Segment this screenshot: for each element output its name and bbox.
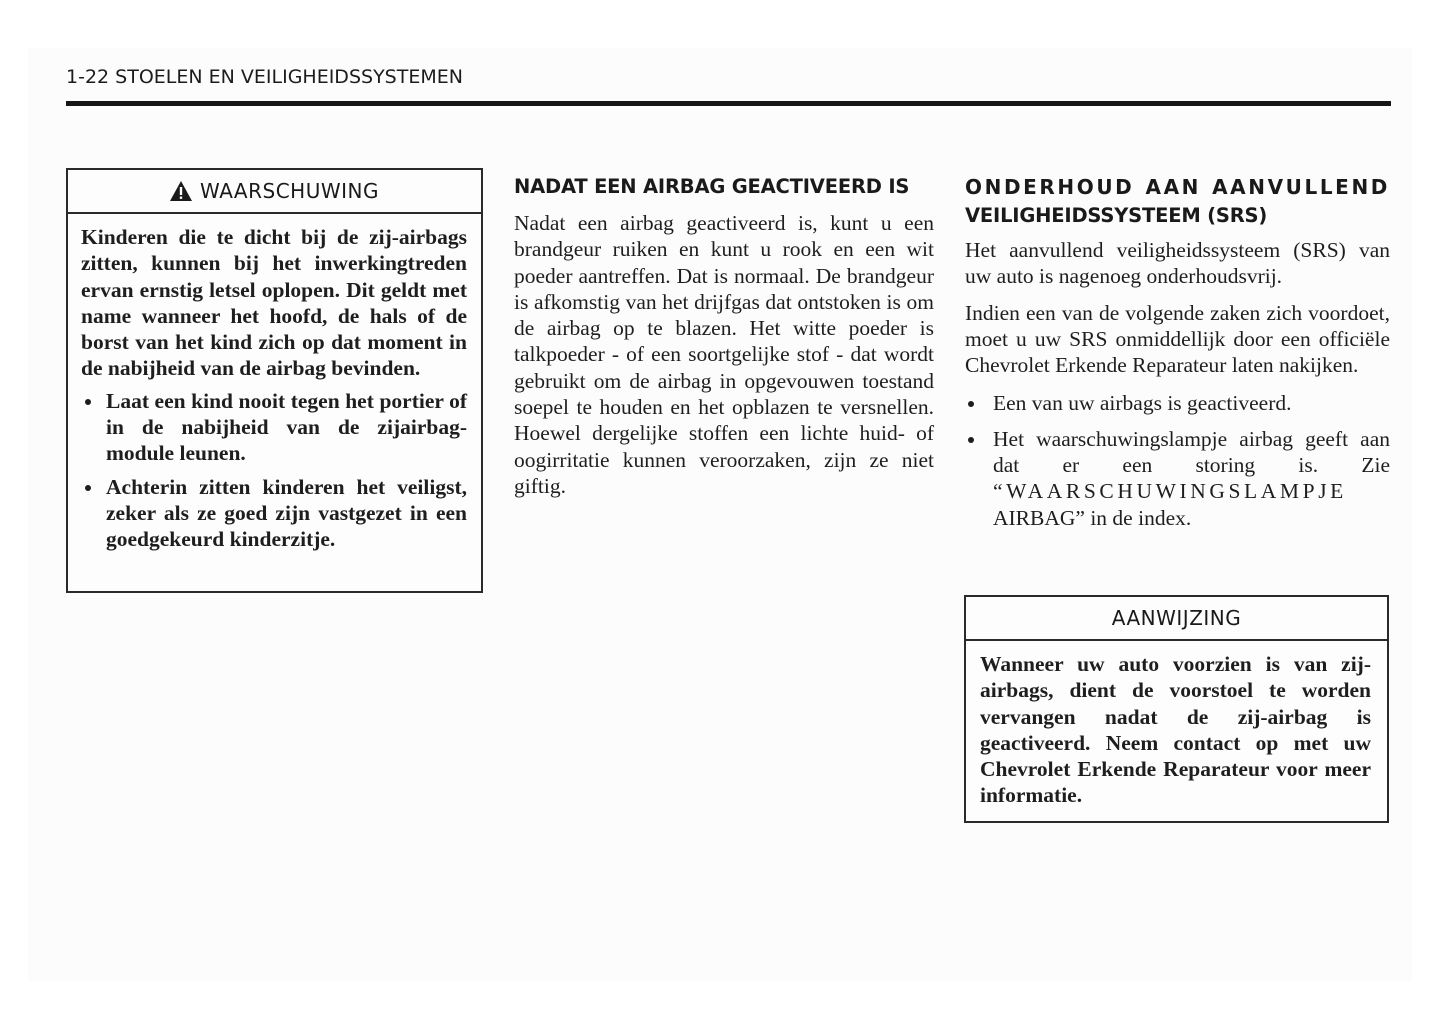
page-header <box>66 66 463 88</box>
note-body: Wanneer uw auto voorzien is van zij-airbags, dient de voorstoel te worden vervangen nadat de zij-airbag is geactiveerd. Neem contact op met uw Chevrolet Erkende Reparateur voor meer informatie. <box>980 652 1371 808</box>
index-reference: “WAARSCHUWINGSLAMPJE <box>993 479 1347 504</box>
warning-bullet: Achterin zitten kinderen het veiligst, zeker als ze goed zijn vastgezet in een goedgekeurd kinderzitje. <box>81 474 467 553</box>
section-heading-line1: ONDERHOUD AAN AANVULLEND <box>965 175 1390 199</box>
srs-bullets <box>965 390 1390 530</box>
section-heading: NADAT EEN AIRBAG GEACTIVEERD IS <box>514 175 910 198</box>
srs-bullet: Een van uw airbags is geactiveerd. <box>965 390 1390 416</box>
warning-box-title <box>68 170 481 214</box>
section-title: STOELEN EN VEILIGHEIDSSYSTEMEN <box>115 66 463 88</box>
warning-title-text: WAARSCHUWING <box>200 179 379 203</box>
bullet-icon <box>85 485 91 491</box>
bullet-icon <box>968 437 974 443</box>
warning-body: Kinderen die te dicht bij de zij-airbags zitten, kunnen bij het inwerkingtreden ervan ernstig letsel oplopen. Dit geldt met name wanneer het hoofd, de hals of de borst van het kind zich op dat moment in de nabijheid van de airbag bevinden. <box>81 225 467 381</box>
section-body: Nadat een airbag geactiveerd is, kunt u een brandgeur ruiken en kunt u rook en een wit poeder aantreffen. Dat is normaal. De brandgeur is afkomstig van het drijfgas dat ontstoken is om de airbag op te blazen. Het witte poeder is talkpoeder - of een soortgelijke stof - dat wordt gebruikt om de airbag in opgevouwen toestand soepel te houden en het opblazen te versnellen. Hoewel dergelijke stoffen een lichte huid- of oogirritatie kunnen veroorzaken, zijn ze niet giftig. <box>514 211 934 498</box>
page-number: 1-22 <box>66 66 110 88</box>
section-paragraph: Het aanvullend veiligheidssysteem (SRS) van uw auto is nagenoeg onderhoudsvrij. <box>965 238 1390 289</box>
bullet-icon <box>968 401 974 407</box>
warning-bullets <box>81 388 467 553</box>
note-box-title: AANWIJZING <box>966 597 1387 641</box>
srs-maintenance-section <box>965 175 1390 540</box>
section-paragraph: Indien een van de volgende zaken zich voordoet, moet u uw SRS onmiddellijk door een officiële Chevrolet Erkende Reparateur laten nakijken. <box>965 300 1390 378</box>
note-box <box>964 595 1389 823</box>
warning-box <box>66 168 483 593</box>
section-heading-line2: VEILIGHEIDSSYSTEEM (SRS) <box>965 204 1268 227</box>
header-rule <box>66 101 1391 106</box>
warning-bullet: Laat een kind nooit tegen het portier of in de nabijheid van de zijairbag-module leunen. <box>81 388 467 467</box>
warning-triangle-icon <box>170 181 192 201</box>
after-airbag-section <box>514 175 934 499</box>
srs-bullet: Het waarschuwingslampje airbag geeft aan dat er een storing is. Zie “WAARSCHUWINGSLAMPJE AIRBAG” in de index. <box>965 426 1390 531</box>
bullet-icon <box>85 399 91 405</box>
